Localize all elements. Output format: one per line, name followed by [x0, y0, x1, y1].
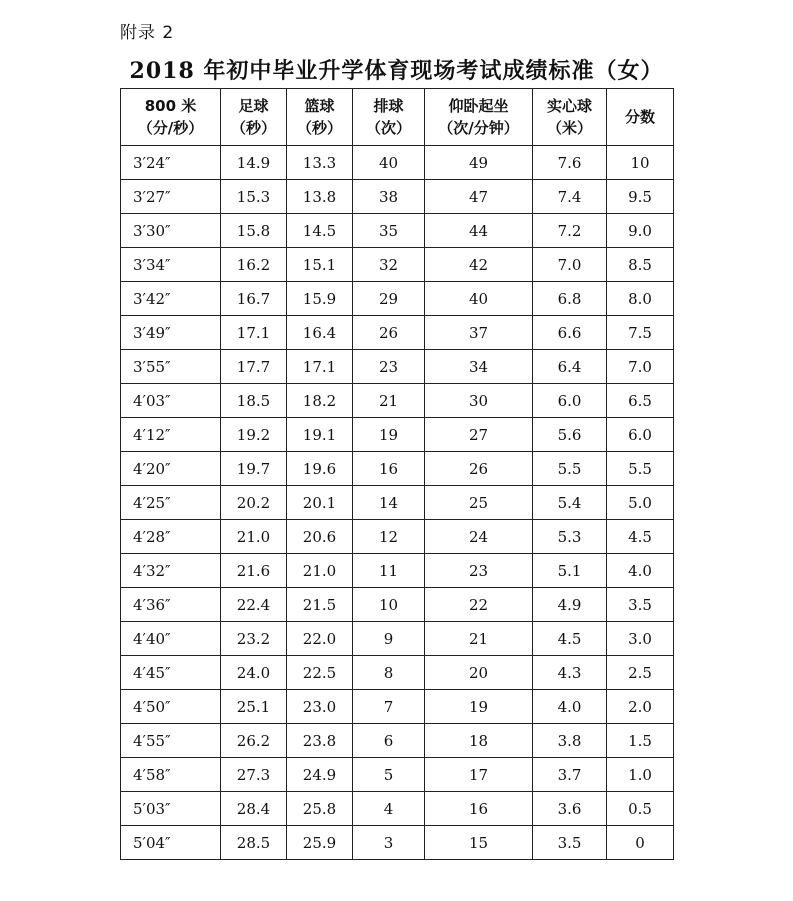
cell-volleyball: 19 [353, 418, 425, 452]
table-row [121, 826, 674, 860]
table-row [121, 214, 674, 248]
cell-football: 15.3 [221, 180, 287, 214]
cell-basketball: 18.2 [287, 384, 353, 418]
table-body [121, 146, 674, 860]
cell-basketball: 22.0 [287, 622, 353, 656]
cell-situps: 47 [425, 180, 533, 214]
cell-situps: 17 [425, 758, 533, 792]
cell-medicine-ball: 3.5 [533, 826, 607, 860]
cell-situps: 15 [425, 826, 533, 860]
header-situps-unit: （次/分钟） [438, 119, 519, 137]
table-row [121, 248, 674, 282]
cell-800m: 3′34″ [121, 248, 221, 282]
cell-volleyball: 14 [353, 486, 425, 520]
cell-800m: 4′32″ [121, 554, 221, 588]
cell-800m: 4′45″ [121, 656, 221, 690]
table-row [121, 350, 674, 384]
cell-medicine-ball: 3.8 [533, 724, 607, 758]
cell-basketball: 13.8 [287, 180, 353, 214]
cell-score: 2.5 [607, 656, 674, 690]
cell-volleyball: 26 [353, 316, 425, 350]
cell-800m: 4′03″ [121, 384, 221, 418]
table-row [121, 724, 674, 758]
cell-medicine-ball: 7.6 [533, 146, 607, 180]
cell-situps: 30 [425, 384, 533, 418]
cell-situps: 24 [425, 520, 533, 554]
cell-volleyball: 11 [353, 554, 425, 588]
cell-basketball: 22.5 [287, 656, 353, 690]
cell-800m: 5′03″ [121, 792, 221, 826]
cell-800m: 3′42″ [121, 282, 221, 316]
table-row [121, 656, 674, 690]
header-score [607, 89, 674, 146]
cell-football: 14.9 [221, 146, 287, 180]
cell-volleyball: 8 [353, 656, 425, 690]
cell-score: 7.0 [607, 350, 674, 384]
cell-score: 9.5 [607, 180, 674, 214]
header-medicine-ball-label: 实心球 [546, 97, 592, 115]
cell-situps: 26 [425, 452, 533, 486]
cell-basketball: 15.9 [287, 282, 353, 316]
cell-football: 18.5 [221, 384, 287, 418]
cell-football: 15.8 [221, 214, 287, 248]
cell-basketball: 20.1 [287, 486, 353, 520]
cell-basketball: 13.3 [287, 146, 353, 180]
table-row [121, 316, 674, 350]
cell-score: 6.5 [607, 384, 674, 418]
cell-football: 16.7 [221, 282, 287, 316]
cell-basketball: 25.9 [287, 826, 353, 860]
cell-medicine-ball: 6.0 [533, 384, 607, 418]
cell-800m: 4′55″ [121, 724, 221, 758]
cell-score: 10 [607, 146, 674, 180]
table-row [121, 282, 674, 316]
cell-medicine-ball: 7.0 [533, 248, 607, 282]
header-volleyball-unit: （次） [365, 119, 411, 137]
cell-basketball: 15.1 [287, 248, 353, 282]
table-row [121, 452, 674, 486]
cell-basketball: 21.0 [287, 554, 353, 588]
table-row [121, 486, 674, 520]
cell-volleyball: 6 [353, 724, 425, 758]
header-basketball-label: 篮球 [304, 97, 335, 115]
cell-800m: 3′55″ [121, 350, 221, 384]
cell-medicine-ball: 5.1 [533, 554, 607, 588]
cell-800m: 4′36″ [121, 588, 221, 622]
cell-basketball: 19.6 [287, 452, 353, 486]
cell-situps: 25 [425, 486, 533, 520]
cell-800m: 3′24″ [121, 146, 221, 180]
header-basketball [287, 89, 353, 146]
table-row [121, 758, 674, 792]
header-football [221, 89, 287, 146]
cell-medicine-ball: 7.4 [533, 180, 607, 214]
page-title: 2018 年初中毕业升学体育现场考试成绩标准（女） [129, 58, 664, 84]
cell-800m: 4′20″ [121, 452, 221, 486]
cell-volleyball: 40 [353, 146, 425, 180]
cell-basketball: 19.1 [287, 418, 353, 452]
table-row [121, 792, 674, 826]
table-row [121, 180, 674, 214]
header-row [121, 89, 674, 146]
cell-situps: 18 [425, 724, 533, 758]
cell-medicine-ball: 5.5 [533, 452, 607, 486]
cell-football: 26.2 [221, 724, 287, 758]
cell-medicine-ball: 4.9 [533, 588, 607, 622]
header-score-label: 分数 [624, 108, 655, 126]
cell-football: 19.7 [221, 452, 287, 486]
cell-medicine-ball: 3.7 [533, 758, 607, 792]
table-row [121, 690, 674, 724]
table-row [121, 520, 674, 554]
table-row [121, 554, 674, 588]
cell-basketball: 17.1 [287, 350, 353, 384]
cell-situps: 49 [425, 146, 533, 180]
cell-football: 28.4 [221, 792, 287, 826]
cell-volleyball: 16 [353, 452, 425, 486]
header-situps [425, 89, 533, 146]
cell-score: 1.5 [607, 724, 674, 758]
cell-800m: 3′49″ [121, 316, 221, 350]
cell-800m: 4′12″ [121, 418, 221, 452]
cell-situps: 19 [425, 690, 533, 724]
cell-medicine-ball: 4.5 [533, 622, 607, 656]
header-800m-label: 800 米 [144, 97, 197, 115]
cell-volleyball: 4 [353, 792, 425, 826]
header-basketball-unit: （秒） [296, 119, 342, 137]
cell-medicine-ball: 6.4 [533, 350, 607, 384]
cell-score: 6.0 [607, 418, 674, 452]
cell-800m: 4′58″ [121, 758, 221, 792]
cell-score: 2.0 [607, 690, 674, 724]
header-football-unit: （秒） [230, 119, 276, 137]
cell-score: 4.0 [607, 554, 674, 588]
cell-medicine-ball: 6.6 [533, 316, 607, 350]
cell-score: 5.5 [607, 452, 674, 486]
header-800m-unit: （分/秒） [137, 119, 204, 137]
cell-score: 1.0 [607, 758, 674, 792]
cell-800m: 5′04″ [121, 826, 221, 860]
cell-football: 20.2 [221, 486, 287, 520]
cell-basketball: 21.5 [287, 588, 353, 622]
cell-medicine-ball: 4.3 [533, 656, 607, 690]
cell-800m: 4′40″ [121, 622, 221, 656]
cell-800m: 4′25″ [121, 486, 221, 520]
score-standard-table [120, 88, 674, 860]
cell-situps: 42 [425, 248, 533, 282]
header-situps-label: 仰卧起坐 [448, 97, 509, 115]
table-row [121, 418, 674, 452]
header-volleyball-label: 排球 [373, 97, 404, 115]
cell-medicine-ball: 3.6 [533, 792, 607, 826]
cell-volleyball: 10 [353, 588, 425, 622]
cell-basketball: 24.9 [287, 758, 353, 792]
cell-score: 5.0 [607, 486, 674, 520]
cell-situps: 37 [425, 316, 533, 350]
cell-800m: 4′28″ [121, 520, 221, 554]
cell-football: 16.2 [221, 248, 287, 282]
cell-score: 9.0 [607, 214, 674, 248]
cell-football: 25.1 [221, 690, 287, 724]
cell-medicine-ball: 5.3 [533, 520, 607, 554]
cell-basketball: 20.6 [287, 520, 353, 554]
cell-medicine-ball: 5.6 [533, 418, 607, 452]
table-row [121, 622, 674, 656]
header-volleyball [353, 89, 425, 146]
cell-situps: 44 [425, 214, 533, 248]
cell-basketball: 23.8 [287, 724, 353, 758]
cell-medicine-ball: 6.8 [533, 282, 607, 316]
cell-football: 28.5 [221, 826, 287, 860]
cell-basketball: 16.4 [287, 316, 353, 350]
cell-football: 22.4 [221, 588, 287, 622]
cell-volleyball: 5 [353, 758, 425, 792]
cell-football: 21.6 [221, 554, 287, 588]
cell-medicine-ball: 5.4 [533, 486, 607, 520]
cell-football: 19.2 [221, 418, 287, 452]
cell-basketball: 23.0 [287, 690, 353, 724]
table-header [121, 89, 674, 146]
cell-volleyball: 3 [353, 826, 425, 860]
cell-situps: 16 [425, 792, 533, 826]
cell-score: 4.5 [607, 520, 674, 554]
cell-basketball: 25.8 [287, 792, 353, 826]
cell-situps: 40 [425, 282, 533, 316]
cell-volleyball: 29 [353, 282, 425, 316]
cell-score: 0 [607, 826, 674, 860]
cell-football: 17.1 [221, 316, 287, 350]
header-medicine-ball [533, 89, 607, 146]
cell-volleyball: 7 [353, 690, 425, 724]
cell-situps: 20 [425, 656, 533, 690]
cell-football: 23.2 [221, 622, 287, 656]
cell-volleyball: 32 [353, 248, 425, 282]
header-800m [121, 89, 221, 146]
cell-volleyball: 23 [353, 350, 425, 384]
cell-situps: 27 [425, 418, 533, 452]
cell-800m: 4′50″ [121, 690, 221, 724]
cell-basketball: 14.5 [287, 214, 353, 248]
cell-score: 3.5 [607, 588, 674, 622]
cell-football: 21.0 [221, 520, 287, 554]
table-row [121, 146, 674, 180]
table-row [121, 384, 674, 418]
table-row [121, 588, 674, 622]
cell-situps: 22 [425, 588, 533, 622]
cell-situps: 34 [425, 350, 533, 384]
cell-score: 8.0 [607, 282, 674, 316]
cell-football: 17.7 [221, 350, 287, 384]
cell-volleyball: 12 [353, 520, 425, 554]
cell-volleyball: 38 [353, 180, 425, 214]
cell-volleyball: 35 [353, 214, 425, 248]
header-football-label: 足球 [238, 97, 269, 115]
cell-800m: 3′30″ [121, 214, 221, 248]
cell-volleyball: 21 [353, 384, 425, 418]
cell-situps: 23 [425, 554, 533, 588]
cell-score: 0.5 [607, 792, 674, 826]
cell-score: 8.5 [607, 248, 674, 282]
cell-football: 27.3 [221, 758, 287, 792]
cell-medicine-ball: 7.2 [533, 214, 607, 248]
cell-800m: 3′27″ [121, 180, 221, 214]
appendix-label: 附录 2 [120, 23, 175, 43]
cell-football: 24.0 [221, 656, 287, 690]
header-medicine-ball-unit: （米） [546, 119, 592, 137]
cell-volleyball: 9 [353, 622, 425, 656]
cell-medicine-ball: 4.0 [533, 690, 607, 724]
cell-score: 7.5 [607, 316, 674, 350]
cell-score: 3.0 [607, 622, 674, 656]
cell-situps: 21 [425, 622, 533, 656]
